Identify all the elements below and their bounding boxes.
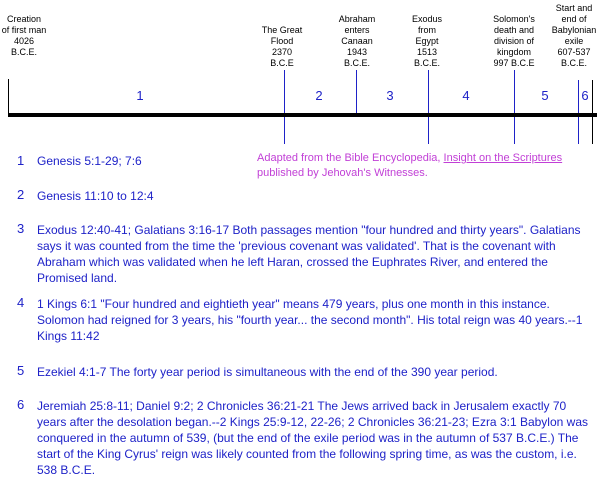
segment-number: 3 (386, 88, 394, 103)
note-text: Ezekiel 4:1-7 The forty year period is simultaneous with the end of the 390 year period. (37, 365, 498, 379)
timeline-axis (8, 113, 597, 117)
note-text: Jeremiah 25:8-11; Daniel 9:2; 2 Chronicles 36:21-21 The Jews arrived back in Jerusalem exactly 70 years after the desolation began.--2 Kings 25:9-12, 22-26; 2 Chronicles 36:21-23; Ezra 3:1 Babylon was conquered in the autumn of 539, (but the end of the exile period was in the autumn of 537 B.C.E.) The start of the King Cyrus' reign was likely counted from the following spring time, as was the custom, i.e. 538 B.C.E. (37, 399, 588, 477)
segment-number: 4 (462, 88, 470, 103)
note-number: 3 (17, 221, 25, 236)
book-link[interactable]: Insight on the Scriptures (443, 152, 563, 164)
marker-abraham (356, 70, 357, 114)
event-label-flood: The Great Flood 2370 B.C.E (261, 25, 303, 68)
note-number: 4 (17, 295, 25, 310)
marker-exile-end (592, 80, 593, 144)
marker-solomon (514, 70, 515, 144)
event-label-exodus: Exodus from Egypt 1513 B.C.E. (411, 14, 443, 68)
note-number: 1 (17, 153, 25, 168)
note-number: 6 (17, 397, 25, 412)
note-number: 5 (17, 363, 25, 378)
event-label-creation: Creation of first man 4026 B.C.E. (1, 14, 47, 57)
source-credit: Adapted from the Bible Encyclopedia, Insight on the Scriptures published by Jehovah's Witnesses. (257, 152, 563, 179)
segment-number: 6 (581, 88, 589, 103)
event-label-exile: Start and end of Babylonian exile 607-537 B.C.E. (551, 3, 597, 68)
event-label-abraham: Abraham enters Canaan 1943 B.C.E. (338, 14, 376, 68)
segment-number: 2 (315, 88, 323, 103)
marker-creation (8, 79, 9, 117)
note-text: Exodus 12:40-41; Galatians 3:16-17 Both passages mention "four hundred and thirty years". Galatians says it was counted from the time the 'previous covenant was validated'. That is the covenant with Abraham which was validated when he left Haran, crossed the Euphrates River, and entered the Promised land. (37, 223, 581, 285)
segment-number: 5 (541, 88, 549, 103)
event-label-solomon: Solomon's death and division of kingdom 997 B.C.E (493, 14, 535, 68)
marker-flood (284, 70, 285, 144)
marker-exile-start (578, 80, 579, 144)
note-text: 1 Kings 6:1 "Four hundred and eightieth year" means 479 years, plus one month in this instance. Solomon had reigned for 3 years, his "fourth year... the second month". His total reign was 40 years.--1 Kings 11:42 (37, 297, 583, 343)
note-number: 2 (17, 187, 25, 202)
note-text: Genesis 5:1-29; 7:6 (37, 154, 142, 168)
marker-exodus (428, 70, 429, 144)
note-text: Genesis 11:10 to 12:4 (37, 189, 154, 203)
segment-number: 1 (136, 88, 144, 103)
